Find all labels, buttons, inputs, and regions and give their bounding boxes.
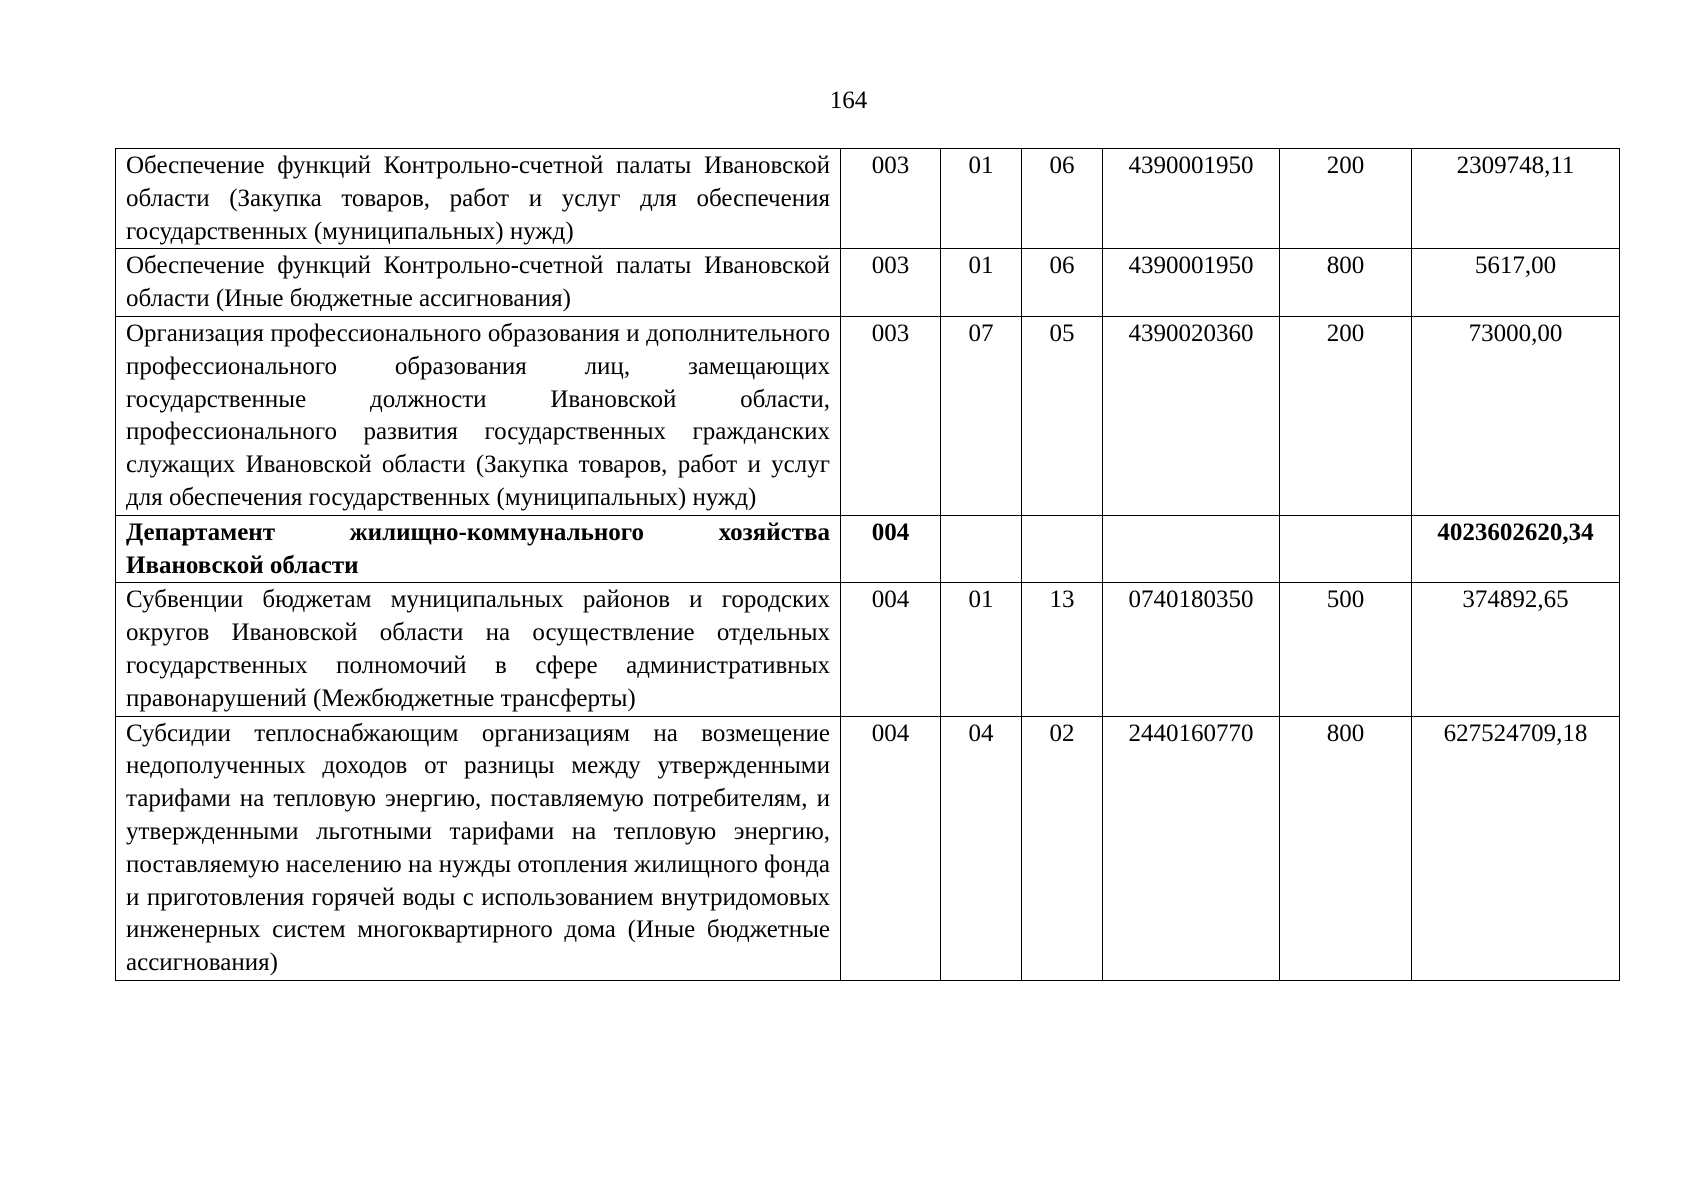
row-subsection-code: 02	[1022, 716, 1103, 980]
row-section-code: 04	[941, 716, 1022, 980]
row-amount: 4023602620,34	[1412, 515, 1620, 583]
row-description: Обеспечение функций Контрольно-счетной палаты Ивановской области (Закупка товаров, работ и услуг для обеспечения государственных (муниципальных) нужд)	[116, 149, 841, 249]
row-amount: 627524709,18	[1412, 716, 1620, 980]
table-row	[116, 316, 1620, 515]
row-expense-type	[1280, 515, 1412, 583]
row-target-article: 4390020360	[1103, 316, 1280, 515]
table-row	[116, 515, 1620, 583]
row-section-code: 01	[941, 249, 1022, 317]
row-description: Субвенции бюджетам муниципальных районов и городских округов Ивановской области на осуществление отдельных государственных полномочий в сфере административных правонарушений (Межбюджетные трансферты)	[116, 583, 841, 716]
row-amount: 73000,00	[1412, 316, 1620, 515]
row-expense-type: 800	[1280, 249, 1412, 317]
row-section-code	[941, 515, 1022, 583]
row-ministry-code: 004	[841, 515, 941, 583]
row-description: Организация профессионального образования и дополнительного профессионального образования лиц, замещающих государственные должности Ивановской области, профессионального развития государственных гражданских служащих Ивановской области (Закупка товаров, работ и услуг для обеспечения государственных (муниципальных) нужд)	[116, 316, 841, 515]
table-body	[116, 149, 1620, 981]
row-expense-type: 500	[1280, 583, 1412, 716]
row-section-code: 01	[941, 583, 1022, 716]
row-subsection-code: 06	[1022, 249, 1103, 317]
row-section-code: 07	[941, 316, 1022, 515]
row-target-article	[1103, 515, 1280, 583]
row-amount: 2309748,11	[1412, 149, 1620, 249]
row-ministry-code: 004	[841, 716, 941, 980]
row-target-article: 4390001950	[1103, 149, 1280, 249]
row-description: Обеспечение функций Контрольно-счетной палаты Ивановской области (Иные бюджетные ассигнования)	[116, 249, 841, 317]
page-number: 164	[829, 87, 868, 114]
row-amount: 374892,65	[1412, 583, 1620, 716]
table-row	[116, 149, 1620, 249]
row-subsection-code: 13	[1022, 583, 1103, 716]
table-row	[116, 249, 1620, 317]
row-target-article: 4390001950	[1103, 249, 1280, 317]
row-section-code: 01	[941, 149, 1022, 249]
row-description: Департамент жилищно-коммунального хозяйства Ивановской области	[116, 515, 841, 583]
row-subsection-code	[1022, 515, 1103, 583]
row-expense-type: 200	[1280, 149, 1412, 249]
budget-table	[115, 148, 1620, 981]
row-ministry-code: 003	[841, 149, 941, 249]
row-ministry-code: 003	[841, 316, 941, 515]
table-row	[116, 583, 1620, 716]
row-expense-type: 200	[1280, 316, 1412, 515]
row-amount: 5617,00	[1412, 249, 1620, 317]
row-target-article: 2440160770	[1103, 716, 1280, 980]
row-description: Субсидии теплоснабжающим организациям на возмещение недополученных доходов от разницы между утвержденными тарифами на тепловую энергию, поставляемую потребителям, и утвержденными льготными тарифами на тепловую энергию, поставляемую населению на нужды отопления жилищного фонда и приготовления горячей воды с использованием внутридомовых инженерных систем многоквартирного дома (Иные бюджетные ассигнования)	[116, 716, 841, 980]
row-expense-type: 800	[1280, 716, 1412, 980]
row-ministry-code: 004	[841, 583, 941, 716]
table-row	[116, 716, 1620, 980]
row-subsection-code: 05	[1022, 316, 1103, 515]
row-subsection-code: 06	[1022, 149, 1103, 249]
row-ministry-code: 003	[841, 249, 941, 317]
row-target-article: 0740180350	[1103, 583, 1280, 716]
